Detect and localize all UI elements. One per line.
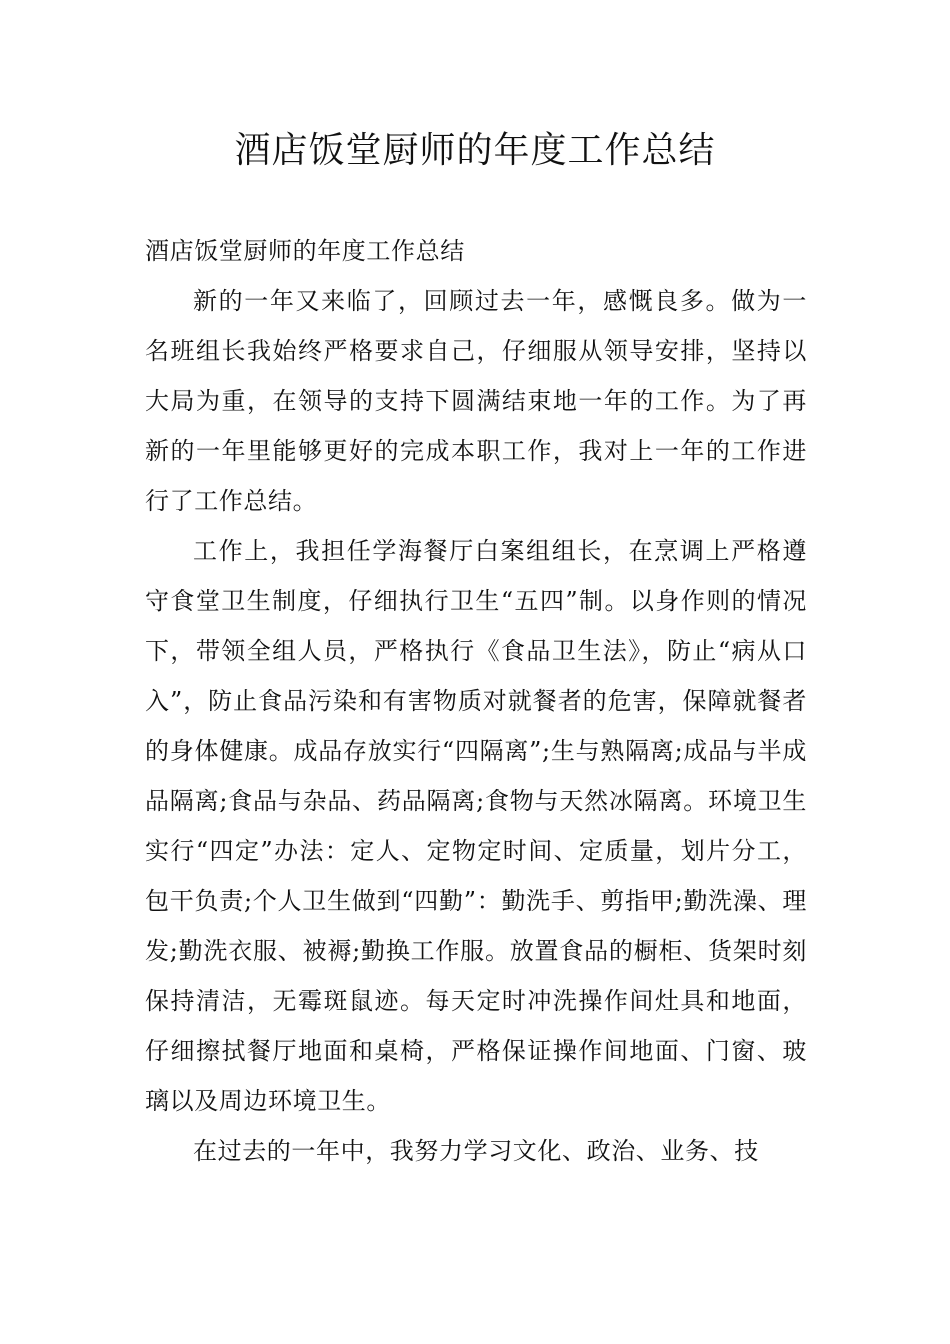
- document-body: [145, 226, 807, 1176]
- document-subtitle: 酒店饭堂厨师的年度工作总结: [145, 237, 465, 265]
- paragraph-3: 在过去的一年中，我努力学习文化、政治、业务、技: [193, 1137, 759, 1165]
- paragraph-2: 工作上，我担任学海餐厅白案组组长，在烹调上严格遵守食堂卫生制度，仔细执行卫生“五四”制。以身作则的情况下，带领全组人员，严格执行《食品卫生法》，防止“病从口入”，防止食品污染和有害物质对就餐者的危害，保障就餐者的身体健康。成品存放实行“四隔离”;生与熟隔离;成品与半成品隔离;食品与杂品、药品隔离;食物与天然冰隔离。环境卫生实行“四定”办法：定人、定物定时间、定质量，划片分工，包干负责;个人卫生做到“四勤”：勤洗手、剪指甲;勤洗澡、理发;勤洗衣服、被褥;勤换工作服。放置食品的橱柜、货架时刻保持清洁，无霉斑鼠迹。每天定时冲洗操作间灶具和地面，仔细擦拭餐厅地面和桌椅，严格保证操作间地面、门窗、玻璃以及周边环境卫生。: [145, 537, 807, 1115]
- paragraph-1: 新的一年又来临了，回顾过去一年，感慨良多。做为一名班组长我始终严格要求自己，仔细服从领导安排，坚持以大局为重，在领导的支持下圆满结束地一年的工作。为了再新的一年里能够更好的完成本职工作，我对上一年的工作进行了工作总结。: [145, 287, 807, 515]
- document-title: 酒店饭堂厨师的年度工作总结: [234, 130, 716, 171]
